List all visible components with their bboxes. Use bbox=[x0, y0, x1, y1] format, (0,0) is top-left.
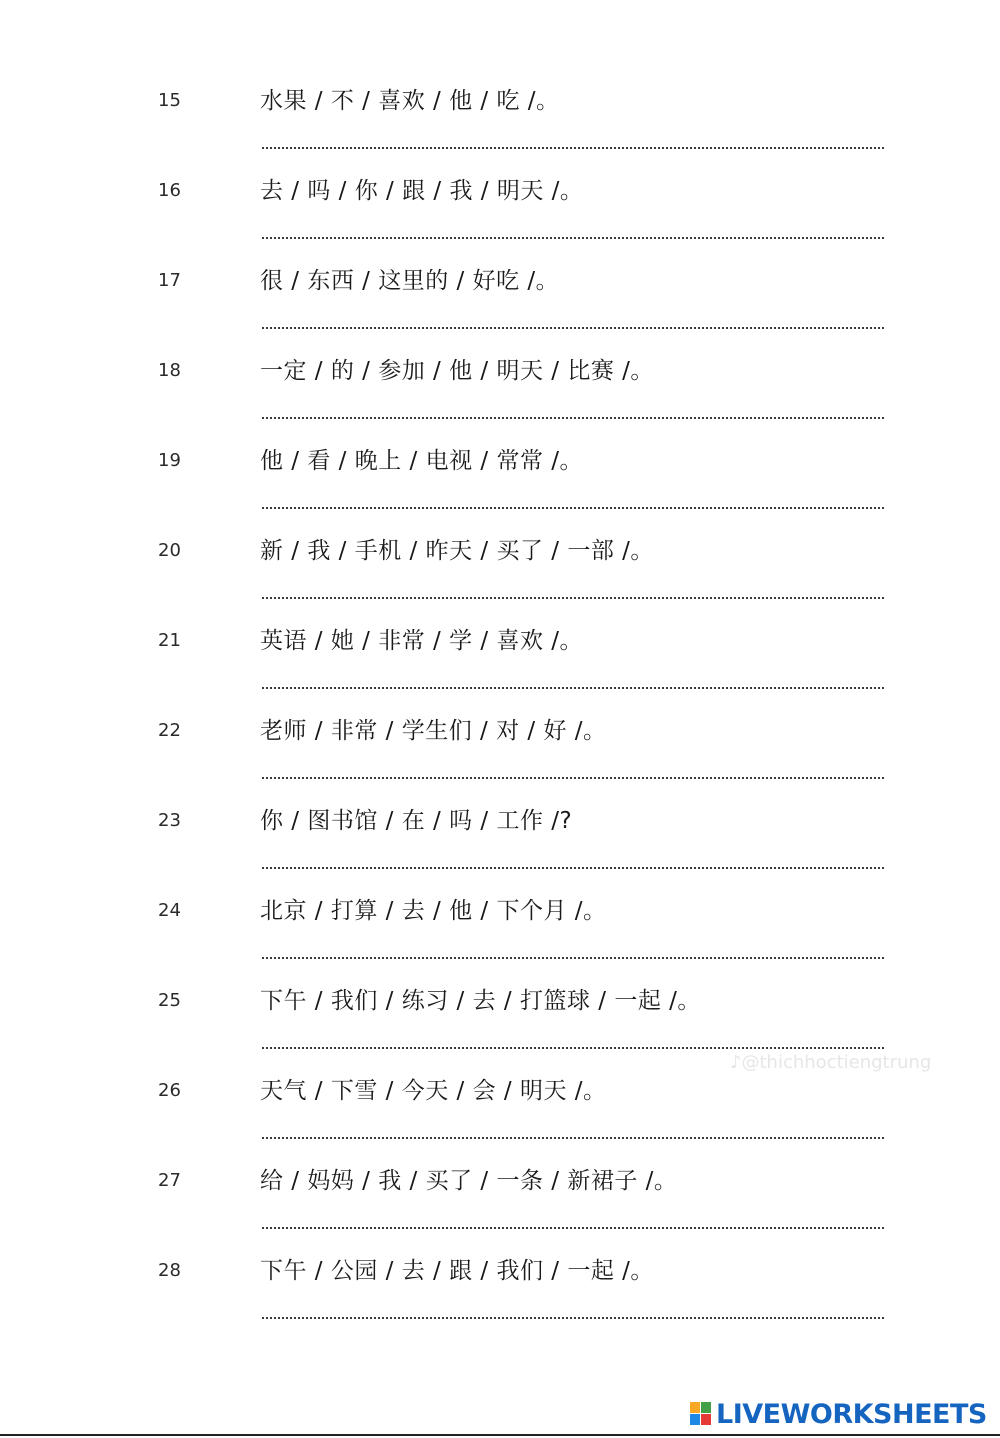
exercise-number: 25 bbox=[158, 990, 181, 1011]
exercise-sentence: 很 / 东西 / 这里的 / 好吃 /。 bbox=[260, 268, 560, 294]
exercise-sentence: 他 / 看 / 晚上 / 电视 / 常常 /。 bbox=[260, 448, 584, 474]
liveworksheets-logo[interactable] bbox=[690, 1397, 987, 1431]
exercise-sentence: 天气 / 下雪 / 今天 / 会 / 明天 /。 bbox=[260, 1078, 607, 1104]
exercise-sentence: 下午 / 我们 / 练习 / 去 / 打篮球 / 一起 /。 bbox=[260, 988, 701, 1014]
answer-input[interactable] bbox=[262, 843, 884, 869]
exercise-item bbox=[0, 538, 1000, 628]
exercise-number: 23 bbox=[158, 810, 181, 831]
exercise-item bbox=[0, 268, 1000, 358]
exercise-number: 22 bbox=[158, 720, 181, 741]
exercise-number: 19 bbox=[158, 450, 181, 471]
exercise-item bbox=[0, 718, 1000, 808]
answer-input[interactable] bbox=[262, 483, 884, 509]
answer-input[interactable] bbox=[262, 1203, 884, 1229]
exercise-sentence: 水果 / 不 / 喜欢 / 他 / 吃 /。 bbox=[260, 88, 560, 114]
answer-input[interactable] bbox=[262, 1293, 884, 1319]
answer-input[interactable] bbox=[262, 753, 884, 779]
exercise-sentence: 老师 / 非常 / 学生们 / 对 / 好 /。 bbox=[260, 718, 607, 744]
exercise-number: 28 bbox=[158, 1260, 181, 1281]
exercise-item bbox=[0, 898, 1000, 988]
exercise-sentence: 给 / 妈妈 / 我 / 买了 / 一条 / 新裙子 /。 bbox=[260, 1168, 678, 1194]
answer-input[interactable] bbox=[262, 663, 884, 689]
answer-input[interactable] bbox=[262, 1113, 884, 1139]
answer-input[interactable] bbox=[262, 123, 884, 149]
answer-input[interactable] bbox=[262, 303, 884, 329]
exercise-item bbox=[0, 808, 1000, 898]
liveworksheets-logo-text: LIVEWORKSHEETS bbox=[716, 1398, 987, 1430]
exercise-item bbox=[0, 448, 1000, 538]
answer-input[interactable] bbox=[262, 573, 884, 599]
exercise-number: 26 bbox=[158, 1080, 181, 1101]
exercise-sentence: 去 / 吗 / 你 / 跟 / 我 / 明天 /。 bbox=[260, 178, 584, 204]
exercise-item bbox=[0, 1078, 1000, 1168]
exercise-item bbox=[0, 358, 1000, 448]
exercise-number: 15 bbox=[158, 90, 181, 111]
answer-input[interactable] bbox=[262, 393, 884, 419]
exercise-item bbox=[0, 628, 1000, 718]
watermark: ♪@thichhoctiengtrung bbox=[730, 1052, 932, 1073]
exercise-number: 16 bbox=[158, 180, 181, 201]
bottom-divider bbox=[0, 1434, 1000, 1436]
exercise-number: 27 bbox=[158, 1170, 181, 1191]
exercise-item bbox=[0, 1168, 1000, 1258]
exercise-number: 18 bbox=[158, 360, 181, 381]
answer-input[interactable] bbox=[262, 933, 884, 959]
exercise-sentence: 下午 / 公园 / 去 / 跟 / 我们 / 一起 /。 bbox=[260, 1258, 654, 1284]
liveworksheets-logo-icon bbox=[690, 1401, 712, 1427]
exercise-item bbox=[0, 1258, 1000, 1348]
answer-input[interactable] bbox=[262, 1023, 884, 1049]
exercise-number: 20 bbox=[158, 540, 181, 561]
answer-input[interactable] bbox=[262, 213, 884, 239]
exercise-sentence: 一定 / 的 / 参加 / 他 / 明天 / 比赛 /。 bbox=[260, 358, 654, 384]
exercise-item bbox=[0, 88, 1000, 178]
exercise-sentence: 英语 / 她 / 非常 / 学 / 喜欢 /。 bbox=[260, 628, 584, 654]
exercise-number: 21 bbox=[158, 630, 181, 651]
exercise-number: 24 bbox=[158, 900, 181, 921]
exercise-sentence: 新 / 我 / 手机 / 昨天 / 买了 / 一部 /。 bbox=[260, 538, 654, 564]
exercise-sentence: 北京 / 打算 / 去 / 他 / 下个月 /。 bbox=[260, 898, 607, 924]
exercise-item bbox=[0, 178, 1000, 268]
exercise-sentence: 你 / 图书馆 / 在 / 吗 / 工作 /? bbox=[260, 808, 573, 834]
exercise-number: 17 bbox=[158, 270, 181, 291]
